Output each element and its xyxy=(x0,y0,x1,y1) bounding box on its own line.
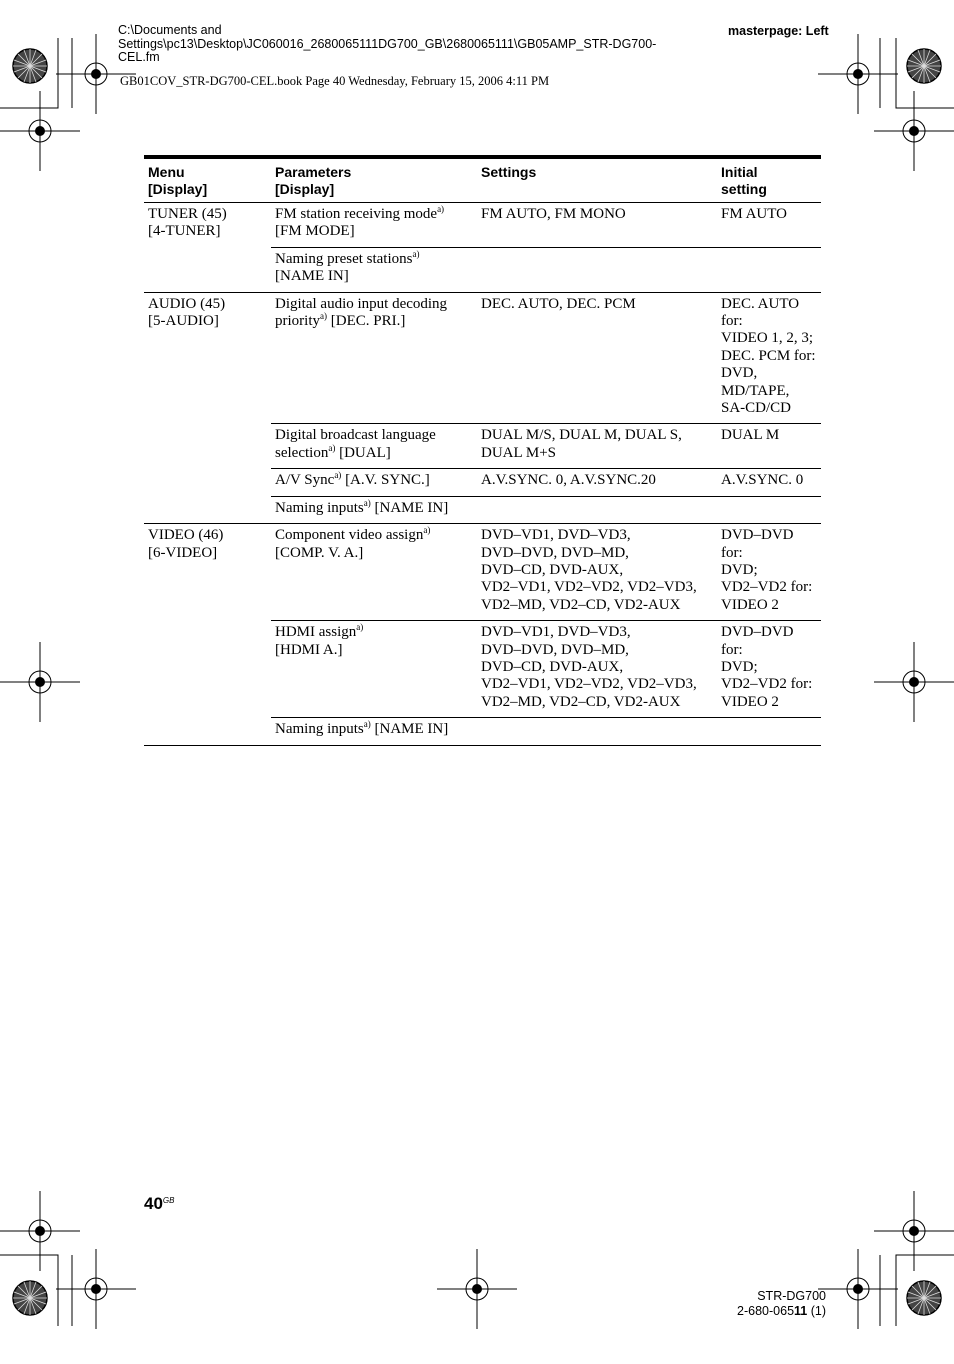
masterpage-label: masterpage: Left xyxy=(728,24,829,38)
menu-cell-tuner: TUNER (45) [4-TUNER] xyxy=(144,203,271,293)
parameter-cell: Naming inputs$^{a)}$ [NAME IN] xyxy=(271,718,477,745)
page-number: $40^{GB}$ xyxy=(144,1194,175,1213)
menu-cell-audio: AUDIO (45) [5-AUDIO] xyxy=(144,292,271,523)
header-menu: Menu [Display] xyxy=(148,164,208,197)
table-row xyxy=(144,203,821,248)
initial-cell: DVD–DVD for: DVD; VD2–VD2 for: VIDEO 2 xyxy=(717,621,821,718)
initial-cell xyxy=(717,496,821,523)
parameter-cell: A/V Sync$^{a)}$ [A.V. SYNC.] xyxy=(271,469,477,496)
settings-cell: DUAL M/S, DUAL M, DUAL S, DUAL M+S xyxy=(477,424,717,469)
settings-cell: DEC. AUTO, DEC. PCM xyxy=(477,292,717,424)
model-name: STR-DG700 xyxy=(757,1289,826,1303)
settings-table xyxy=(144,155,821,746)
initial-cell: FM AUTO xyxy=(717,203,821,248)
settings-cell xyxy=(477,247,717,292)
settings-cell xyxy=(477,718,717,745)
initial-cell: DUAL M xyxy=(717,424,821,469)
book-info-line: GB01COV_STR-DG700-CEL.book Page 40 Wednesday, February 15, 2006 4:11 PM xyxy=(120,74,550,88)
settings-cell: A.V.SYNC. 0, A.V.SYNC.20 xyxy=(477,469,717,496)
file-path-line: Settings\pc13\Desktop\JC060016_2680065111DG700_GB\2680065111\GB05AMP_STR-DG700- xyxy=(118,36,657,51)
initial-cell xyxy=(717,247,821,292)
settings-cell: FM AUTO, FM MONO xyxy=(477,203,717,248)
header-initial-setting: Initial setting xyxy=(721,164,767,197)
initial-cell: DEC. AUTO for: VIDEO 1, 2, 3; DEC. PCM for: DVD, MD/TAPE, SA-CD/CD xyxy=(717,292,821,424)
initial-cell: DVD–DVD for: DVD; VD2–VD2 for: VIDEO 2 xyxy=(717,524,821,621)
parameter-cell: Digital broadcast language selection$^{a)}$ [DUAL] xyxy=(271,424,477,469)
parameter-cell: Component video assign$^{a)}$ [COMP. V. A.] xyxy=(271,524,477,621)
part-number: 2-680-06511 (1) xyxy=(737,1304,826,1318)
parameter-cell: Naming inputs$^{a)}$ [NAME IN] xyxy=(271,496,477,523)
settings-cell: DVD–VD1, DVD–VD3, DVD–DVD, DVD–MD, DVD–CD, DVD-AUX, VD2–VD1, VD2–VD2, VD2–VD3, VD2–MD, VD2–CD, VD2-AUX xyxy=(477,524,717,621)
parameter-cell: Digital audio input decoding priority$^{a)}$ [DEC. PRI.] xyxy=(271,292,477,424)
model-info xyxy=(737,1289,826,1319)
page-number-suffix: GB xyxy=(162,1196,175,1205)
initial-cell xyxy=(717,718,821,745)
parameter-cell: FM station receiving mode$^{a)}$ [FM MODE] xyxy=(271,203,477,248)
header-parameters: Parameters [Display] xyxy=(275,164,352,197)
table-header-row xyxy=(144,157,821,203)
settings-cell xyxy=(477,496,717,523)
initial-cell: A.V.SYNC. 0 xyxy=(717,469,821,496)
settings-cell: DVD–VD1, DVD–VD3, DVD–DVD, DVD–MD, DVD–CD, DVD-AUX, VD2–VD1, VD2–VD2, VD2–VD3, VD2–MD, VD2–CD, VD2-AUX xyxy=(477,621,717,718)
file-path-line: C:\Documents and xyxy=(118,23,222,37)
file-path-header xyxy=(118,24,718,65)
parameter-cell: HDMI assign$^{a)}$ [HDMI A.] xyxy=(271,621,477,718)
header-settings: Settings xyxy=(481,164,537,180)
file-path-line: CEL.fm xyxy=(118,50,160,64)
parameter-cell: Naming preset stations$^{a)}$ [NAME IN] xyxy=(271,247,477,292)
menu-cell-video: VIDEO (46) [6-VIDEO] xyxy=(144,524,271,745)
table-row xyxy=(144,292,821,424)
table-row xyxy=(144,524,821,621)
